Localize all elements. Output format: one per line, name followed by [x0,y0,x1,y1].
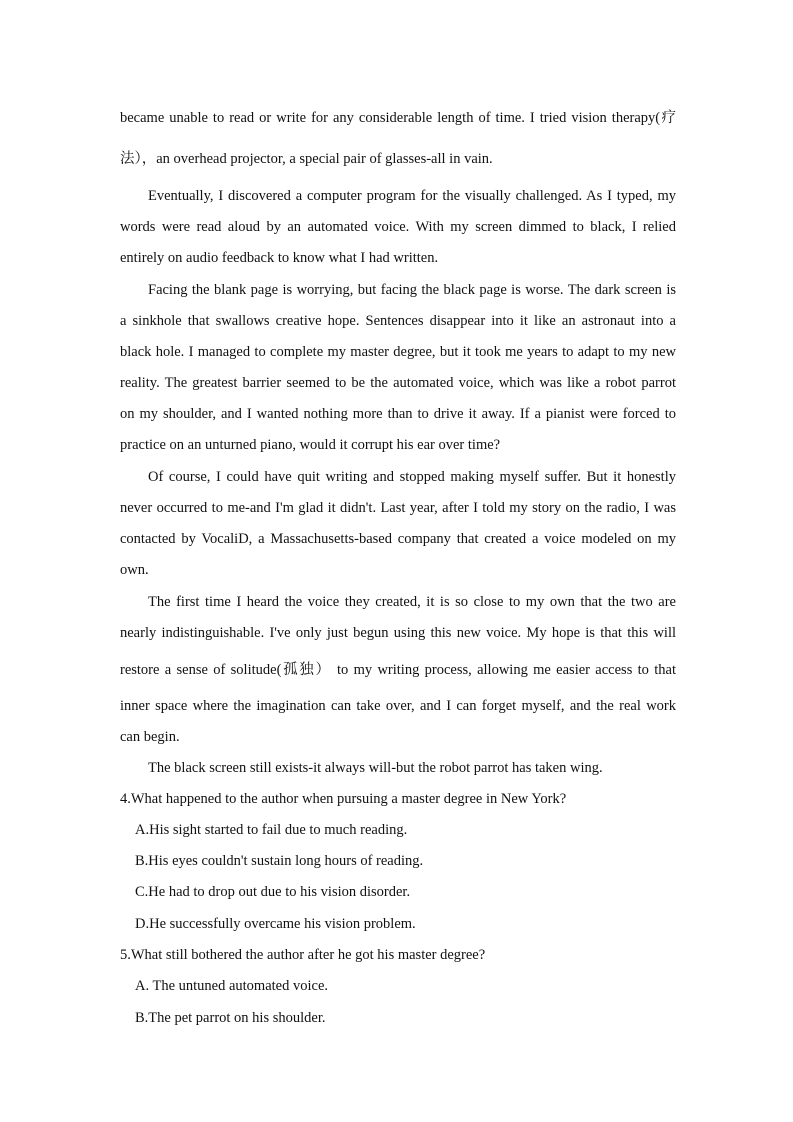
answer-option-c[interactable]: C.He had to drop out due to his vision disorder. [135,884,411,900]
question-stem: 5.What still bothered the author after he got his master degree? [120,947,486,963]
passage-line: Facing the blank page is worrying, but facing the black page is worse. The dark screen is [148,282,676,298]
answer-option-a[interactable]: A.His sight started to fail due to much reading. [135,822,408,838]
passage-line: can begin. [120,729,180,745]
passage-line: never occurred to me-and I'm glad it didn't. Last year, after I told my story on the radio, I was [120,500,676,516]
passage-line: The first time I heard the voice they created, it is so close to my own that the two are [148,594,676,610]
answer-option-d[interactable]: D.He successfully overcame his vision problem. [135,916,416,932]
passage-line: practice on an unturned piano, would it corrupt his ear over time? [120,437,501,453]
answer-option-b[interactable]: B.His eyes couldn't sustain long hours of reading. [135,853,424,869]
passage-line: Eventually, I discovered a computer program for the visually challenged. As I typed, my [148,188,676,204]
answer-option-a[interactable]: A. The untuned automated voice. [135,978,329,994]
passage-line: The black screen still exists-it always will-but the robot parrot has taken wing. [148,760,603,776]
passage-line: became unable to read or write for any considerable length of time. I tried vision therapy(疗 [120,110,676,126]
passage-line: inner space where the imagination can take over, and I can forget myself, and the real work [120,698,676,714]
passage-line: own. [120,562,149,578]
passage-line: reality. The greatest barrier seemed to be the automated voice, which was like a robot parrot [120,375,676,391]
passage-line: nearly indistinguishable. I've only just begun using this new voice. My hope is that this will [120,625,676,641]
passage-line: contacted by VocaliD, a Massachusetts-based company that created a voice modeled on my [120,531,676,547]
passage-line: black hole. I managed to complete my master degree, but it took me years to adapt to my new [120,344,676,360]
passage-line: a sinkhole that swallows creative hope. Sentences disappear into it like an astronaut into a [120,313,676,329]
passage-line: restore a sense of solitude(孤独） to my writing process, allowing me easier access to that [120,662,676,678]
passage-line: on my shoulder, and I wanted nothing more than to drive it away. If a pianist were forced to [120,406,676,422]
passage-line: words were read aloud by an automated voice. With my screen dimmed to black, I relied [120,219,676,235]
passage-line: entirely on audio feedback to know what I had written. [120,250,439,266]
answer-option-b[interactable]: B.The pet parrot on his shoulder. [135,1010,326,1026]
passage-line: Of course, I could have quit writing and stopped making myself suffer. But it honestly [148,469,676,485]
question-stem: 4.What happened to the author when pursuing a master degree in New York? [120,791,567,807]
passage-line: 法），an overhead projector, a special pair of glasses-all in vain. [120,151,493,167]
